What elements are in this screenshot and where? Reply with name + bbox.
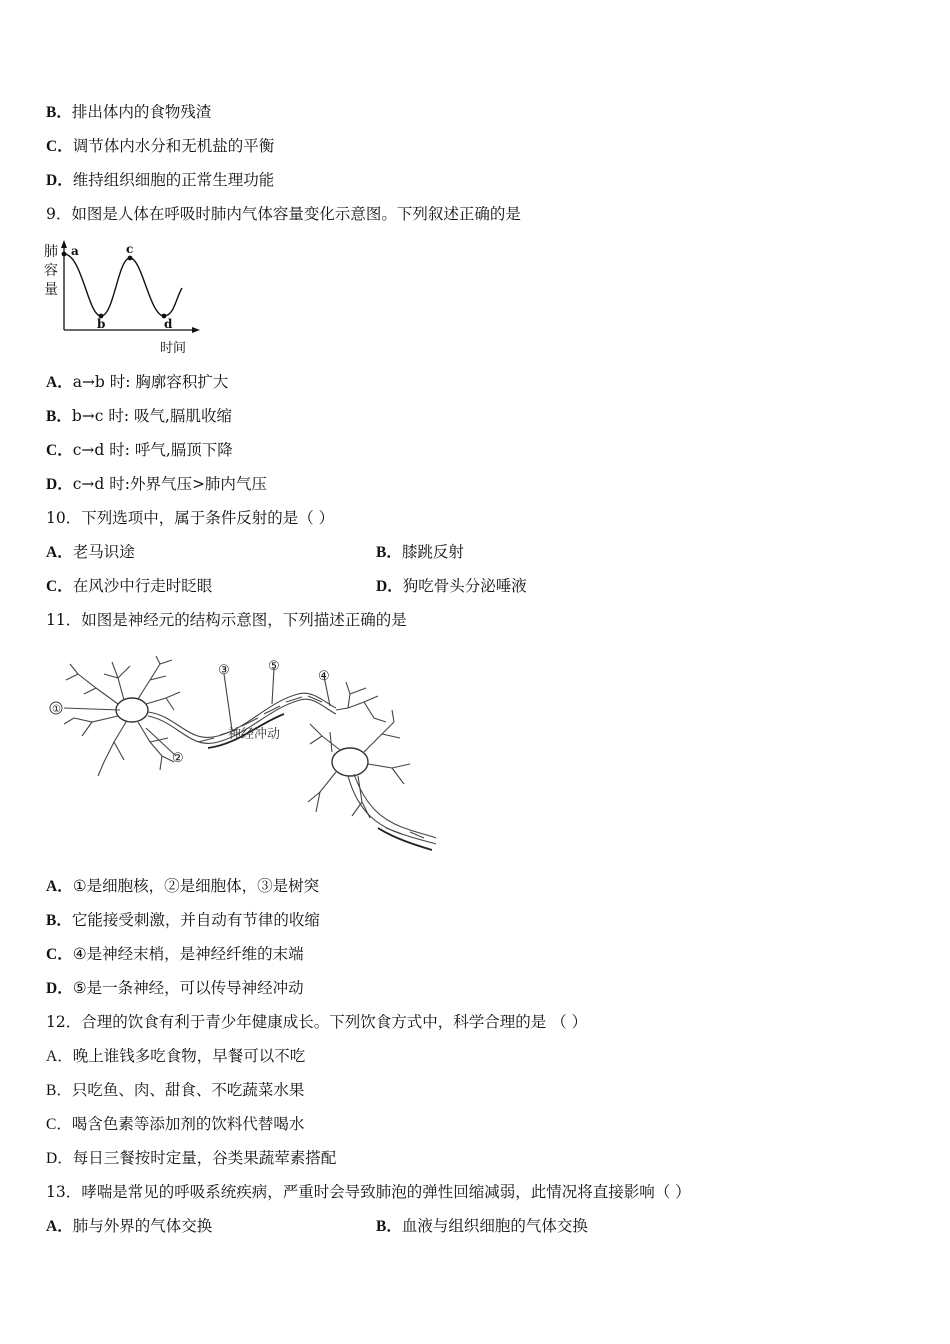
q11-stem: 11．如图是神经元的结构示意图，下列描述正确的是 — [46, 611, 407, 629]
point-d-label: d — [164, 317, 173, 331]
option-text: 膝跳反射 — [401, 543, 464, 561]
option-text: 只吃鱼、肉、甜食、不吃蔬菜水果 — [71, 1081, 305, 1099]
option-label: B． — [376, 1218, 402, 1235]
option-label: A． — [46, 1048, 73, 1065]
q13-stem: 13．哮喘是常见的呼吸系统疾病，严重时会导致肺泡的弹性回缩减弱，此情况将直接影响（ ） — [46, 1183, 691, 1201]
option-label: A． — [46, 1218, 73, 1235]
q11-option-c — [46, 944, 304, 965]
q11-option-b — [46, 910, 320, 931]
option-text: 狗吃骨头分泌唾液 — [402, 577, 527, 595]
option-text: 它能接受刺激，并自动有节律的收缩 — [71, 911, 320, 929]
option-label: C． — [46, 138, 73, 155]
x-axis-arrow — [192, 327, 200, 333]
q13-option-b — [376, 1216, 588, 1237]
marker-4: ④ — [318, 669, 330, 684]
neuron-diagram — [48, 652, 440, 858]
point-c-dot — [128, 256, 133, 261]
option-label: B． — [46, 912, 72, 929]
marker-5: ⑤ — [268, 659, 280, 674]
option-text: ④是神经末梢，是神经纤维的末端 — [72, 945, 304, 963]
q10-stem: 10．下列选项中，属于条件反射的是（ ） — [46, 509, 335, 527]
option-text: a→b 时: 胸廓容积扩大 — [72, 373, 229, 391]
q11-option-a — [46, 876, 319, 897]
option-label: A． — [46, 374, 73, 391]
q13-option-a — [46, 1216, 212, 1237]
option-text: b→c 时: 吸气,膈肌收缩 — [71, 407, 232, 425]
option-text: 喝含色素等添加剂的饮料代替喝水 — [71, 1115, 305, 1133]
option-label: C． — [46, 1116, 72, 1133]
option-label: B． — [376, 544, 402, 561]
q12-option-b — [46, 1080, 304, 1101]
q12-option-c — [46, 1114, 304, 1135]
q11-option-d — [46, 978, 304, 999]
option-text: 晚上谁钱多吃食物，早餐可以不吃 — [72, 1047, 306, 1065]
option-label: D． — [46, 476, 73, 493]
option-text: ①是细胞核，②是细胞体，③是树突 — [72, 877, 320, 895]
q8-option-b — [46, 102, 211, 123]
point-a-label: a — [71, 244, 79, 258]
y-axis-arrow — [61, 240, 67, 248]
q8-option-d — [46, 170, 274, 191]
q12-stem: 12．合理的饮食有利于青少年健康成长。下列饮食方式中，科学合理的是 （ ） — [46, 1013, 588, 1031]
option-label: B． — [46, 1082, 72, 1099]
q8-option-c — [46, 136, 274, 157]
q10-option-a — [46, 542, 135, 563]
option-label: D． — [46, 1150, 73, 1167]
option-label: B． — [46, 104, 72, 121]
q10-option-d — [376, 576, 527, 597]
point-a-dot — [62, 252, 67, 257]
q10-option-c — [46, 576, 212, 597]
point-c-label: c — [126, 242, 134, 256]
option-label: C． — [46, 442, 73, 459]
impulse-label: 神经冲动 — [228, 727, 281, 742]
option-text: ⑤是一条神经，可以传导神经冲动 — [72, 979, 304, 997]
q12-option-a — [46, 1046, 305, 1067]
option-label: A． — [46, 878, 73, 895]
option-text: 老马识途 — [72, 543, 135, 561]
option-text: c→d 时: 呼气,膈顶下降 — [72, 441, 233, 459]
option-text: 维持组织细胞的正常生理功能 — [72, 171, 275, 189]
option-text: 在风沙中行走时眨眼 — [72, 577, 213, 595]
marker-2: ② — [172, 751, 184, 766]
marker-3: ③ — [218, 663, 230, 678]
option-label: A． — [46, 544, 73, 561]
q9-option-c — [46, 440, 233, 461]
option-text: c→d 时:外界气压>肺内气压 — [72, 475, 267, 493]
q12-option-d — [46, 1148, 336, 1169]
option-label: B． — [46, 408, 72, 425]
ylabel-char: 容 — [44, 263, 58, 279]
option-text: 肺与外界的气体交换 — [72, 1217, 213, 1235]
marker-1: ① — [52, 704, 61, 715]
lung-volume-graph — [40, 238, 210, 360]
q9-stem: 9．如图是人体在呼吸时肺内气体容量变化示意图。下列叙述正确的是 — [46, 205, 521, 223]
lung-volume-curve — [64, 254, 182, 316]
q9-option-a — [46, 372, 228, 393]
option-text: 调节体内水分和无机盐的平衡 — [72, 137, 275, 155]
xlabel: 时间 — [160, 341, 187, 356]
option-text: 血液与组织细胞的气体交换 — [401, 1217, 588, 1235]
option-label: D． — [46, 172, 73, 189]
neuron-lines — [64, 656, 436, 850]
q10-option-b — [376, 542, 464, 563]
ylabel-char: 肺 — [44, 244, 58, 260]
option-text: 每日三餐按时定量，谷类果蔬荤素搭配 — [72, 1149, 337, 1167]
option-label: C． — [46, 578, 73, 595]
q9-option-d — [46, 474, 267, 495]
option-label: D． — [376, 578, 403, 595]
option-label: D． — [46, 980, 73, 997]
point-b-label: b — [97, 317, 106, 331]
ylabel-char: 量 — [44, 282, 58, 298]
option-label: C． — [46, 946, 73, 963]
option-text: 排出体内的食物残渣 — [71, 103, 212, 121]
q9-option-b — [46, 406, 232, 427]
